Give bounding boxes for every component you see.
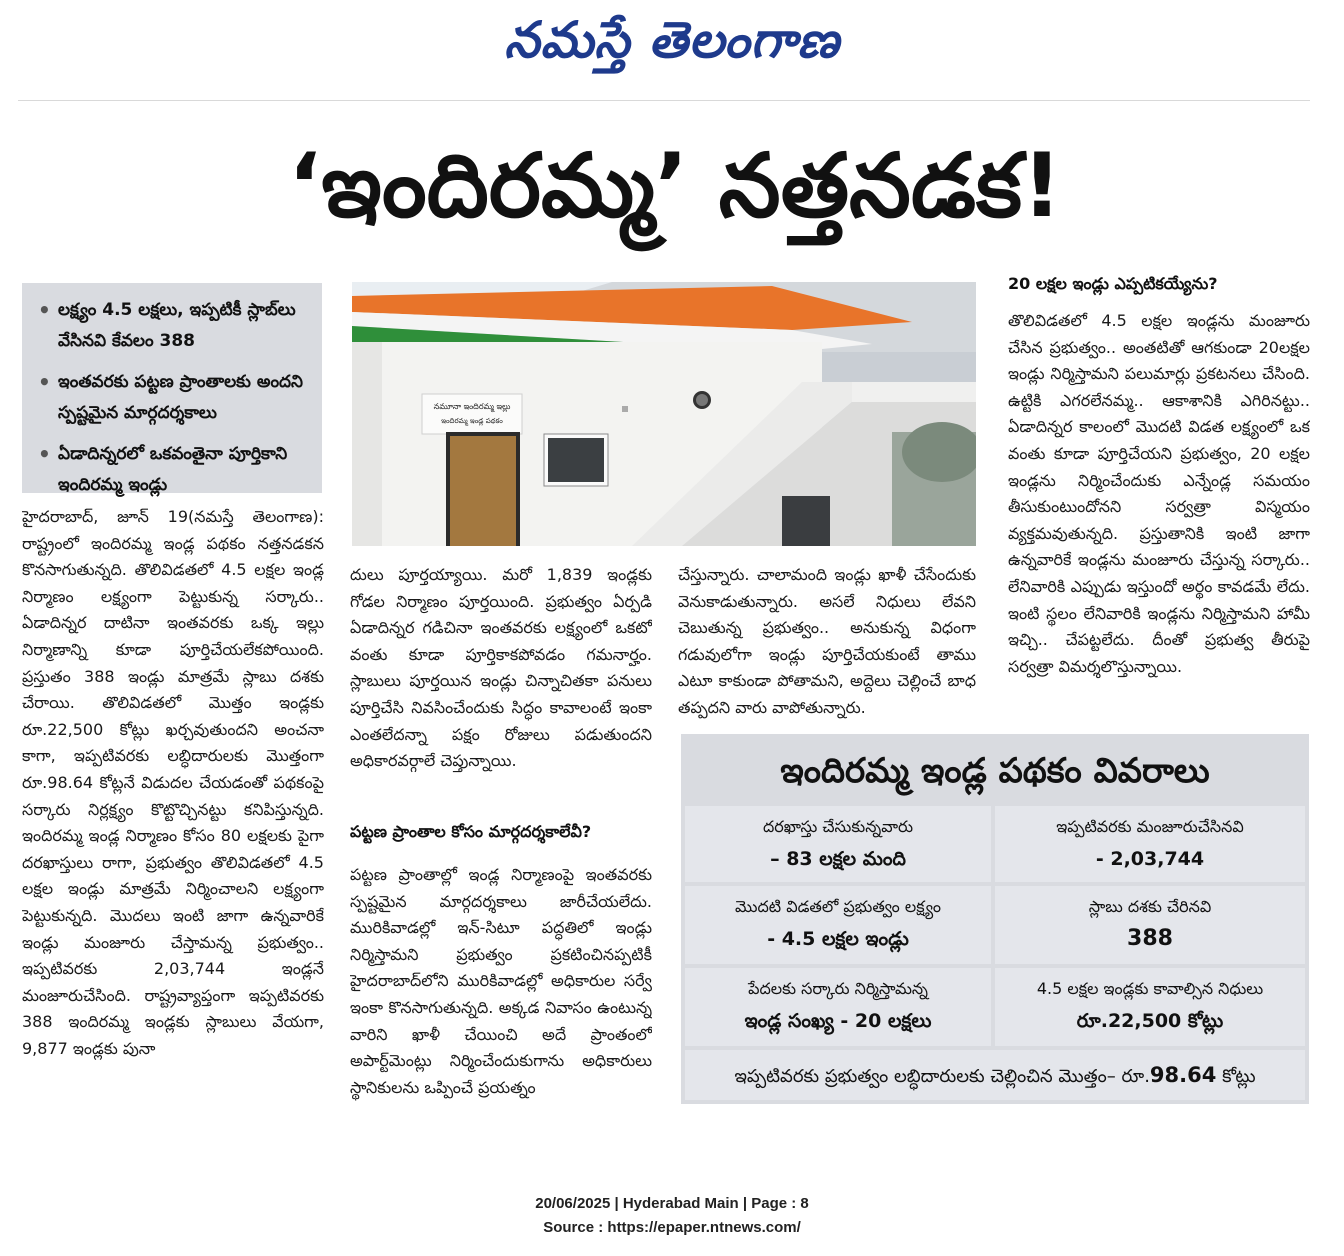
fact-value: ఇండ్ల సంఖ్య - 20 లక్షలు [744, 1010, 932, 1032]
article-column-3: చేస్తున్నారు. చాలామంది ఇండ్లు ఖాళీ చేసేందుకు వెనుకాడుతున్నారు. అసలే నిధులు లేవని చెబుతున్న ప్రభుత్వం.. అనుకున్న విధంగా గడువులోగా ఇండ్లు పూర్తిచేయకుంటే తాము ఎటూ కాకుండా పోతామని, అద్దెలు చెల్లించే బాధ తప్పదని వారు వాపోతున్నారు. [678, 565, 976, 717]
footer-edition-info: 20/06/2025 | Hyderabad Main | Page : 8 [535, 1195, 809, 1212]
fact-label: పేదలకు సర్కారు నిర్మిస్తామన్న [748, 979, 928, 998]
fact-cell [685, 806, 991, 882]
facts-total-unit: కోట్లు [1216, 1066, 1256, 1087]
facts-box [681, 734, 1309, 1104]
facts-title: ఇందిరమ్మ ఇండ్ల పథకం వివరాలు [780, 751, 1210, 791]
masthead [0, 6, 1344, 74]
house-photo [352, 282, 976, 546]
fact-value: 388 [1127, 926, 1173, 951]
highlight-item: • ఏడాదిన్నరలో ఒకవంతైనా పూర్తికాని ఇందిరమ్మ ఇండ్లు [36, 439, 308, 501]
fact-label: స్లాబు దశకు చేరినవి [1088, 897, 1212, 916]
fact-cell [685, 968, 991, 1046]
facts-total-label: ఇప్పటివరకు ప్రభుత్వం లబ్ధిదారులకు చెల్లించిన మొత్తం– రూ. [734, 1066, 1150, 1087]
photo-sign-line2: ఇందిరమ్మ ఇండ్ల పథకం [441, 417, 503, 425]
fact-value: – 83 లక్షల మంది [770, 848, 906, 870]
fact-cell [995, 968, 1305, 1046]
headline-text: ‘ఇందిరమ్మ’ నత్తనడక! [287, 134, 1063, 237]
footer-source: Source : https://epaper.ntnews.com/ [543, 1219, 801, 1236]
subheading-20-lakh-houses: 20 లక్షల ఇండ్లు ఎప్పటికయ్యేను? [1008, 274, 1218, 293]
highlight-item: • లక్ష్యం 4.5 లక్షలు, ఇప్పటికీ స్లాబ్‌లు వేసినవి కేవలం 388 [36, 295, 308, 357]
article-column-1: హైదరాబాద్, జూన్ 19(నమస్తే తెలంగాణ): రాష్ట్రంలో ఇందిరమ్మ ఇండ్ల పథకం నత్తనడకన కొనసాగుతున్నది. తొలివిడతలో 4.5 లక్షల ఇండ్ల నిర్మాణం లక్ష్యంగా పెట్టుకున్న సర్కారు.. ఏడాదిన్నర దాటినా ఇంతవరకు ఒక్క ఇల్లు నిర్మాణాన్ని కూడా పూర్తిచేయలేకపోయింది. ప్రస్తుతం 388 ఇండ్లు మాత్రమే స్లాబు దశకు చేరాయి. తొలివిడతలో మొత్తం ఇండ్లకు రూ.22,500 కోట్లు ఖర్చవుతుందని అంచనా కాగా, ఇప్పటివరకు లబ్ధిదారులకు మొత్తంగా రూ.98.64 కోట్లనే విడుదల చేయడంతో పథకంపై సర్కారు నిర్లక్ష్యం కొట్టొచ్చినట్టు కనిపిస్తున్నది. ఇందిరమ్మ ఇండ్ల నిర్మాణం కోసం 80 లక్షలకు పైగా దరఖాస్తులు రాగా, ప్రభుత్వం తొలివిడతలో 4.5 లక్షల ఇండ్లు మాత్రమే నిర్మించాలని లక్ష్యంగా పెట్టుకున్నది. మొదలు ఇంటి జాగా ఉన్నవారికే ఇండ్లు మంజూరు చేస్తామన్న ప్రభుత్వం.. ఇప్పటివరకు 2,03,744 ఇండ్లనే మంజూరుచేసింది. రాష్ట్రవ్యాప్తంగా ఇప్పటివరకు 388 ఇందిరమ్మ ఇండ్లకు స్లాబులు వేయగా, 9,877 ఇండ్లకు పునా [22, 507, 324, 1058]
highlights-box [22, 283, 322, 493]
fact-cell [995, 806, 1305, 882]
article-column-2: దులు పూర్తయ్యాయి. మరో 1,839 ఇండ్లకు గోడల నిర్మాణం పూర్తయింది. ప్రభుత్వం ఏర్పడి ఏడాదిన్నర గడిచినా ఇంతవరకు లక్ష్యంలో ఒకటో వంతు కూడా పూర్తికాకపోవడం గమనార్హం. స్లాబులు పూర్తయిన ఇండ్లు చిన్నాచితకా పనులు పూర్తిచేసి నివసించేందుకు సిద్ధం కావాలంటే ఇంకా ఎంతలేదన్నా పక్షం రోజులు పడుతుందని అధికారవర్గాలే చెప్తున్నాయి. [350, 565, 652, 771]
headline [40, 116, 1310, 256]
subheading-urban-guidelines: పట్టణ ప్రాంతాల కోసం మార్గదర్శకాలేవీ? [350, 822, 592, 841]
fact-cell [995, 886, 1305, 964]
fact-label: మొదటి విడతలో ప్రభుత్వం లక్ష్యం [735, 897, 941, 916]
masthead-divider [18, 100, 1310, 101]
fact-cell [685, 886, 991, 964]
article-column-4: తొలివిడతలో 4.5 లక్షల ఇండ్లను మంజూరు చేసిన ప్రభుత్వం.. అంతటితో ఆగకుండా 20లక్షల ఇండ్లు నిర్మిస్తామని పలుమార్లు ప్రకటనలు చేసింది. ఉట్టికి ఎగరలేనమ్మ.. ఆకాశానికి ఎగిరినట్టు.. ఏడాదిన్నర కాలంలో మొదటి విడత లక్ష్యంలో ఒక వంతు కూడా పూర్తిచేయని ప్రభుత్వం, 20 లక్షల ఇండ్లను నిర్మించేందుకు ఎన్నేండ్ల సమయం తీసుకుంటుందోనని సర్వత్రా విస్మయం వ్యక్తమవుతున్నది. ప్రస్తుతానికి ఇంటి జాగా ఉన్నవారికే ఇండ్లను మంజూరు చేస్తున్న సర్కారు.. లేనివారికి ఎప్పుడు ఇస్తుందో అర్థం కావడమే లేదు. ఇంటి స్థలం లేనివారికి ఇండ్లను నిర్మిస్తామని హామీ ఇచ్చి.. చేపట్టలేదు. దీంతో ప్రభుత్వ తీరుపై సర్వత్రా విమర్శలొస్తున్నాయి. [1008, 311, 1310, 676]
fact-label: ఇప్పటివరకు మంజూరుచేసినవి [1056, 817, 1244, 836]
fact-value: - 4.5 లక్షల ఇండ్లు [767, 928, 909, 950]
house-photo-illustration [352, 282, 976, 546]
facts-total [685, 1050, 1305, 1100]
masthead-logo: నమస్తే తెలంగాణ [504, 11, 840, 69]
highlight-item: • ఇంతవరకు పట్టణ ప్రాంతాలకు అందని స్పష్టమైన మార్గదర్శకాలు [36, 367, 308, 429]
photo-sign-line1: నమూనా ఇందిరమ్మ ఇల్లు [433, 402, 511, 411]
fact-value: రూ.22,500 కోట్లు [1076, 1010, 1224, 1032]
page-footer [0, 1192, 1344, 1240]
fact-value: - 2,03,744 [1095, 848, 1205, 870]
fact-label: 4.5 లక్షల ఇండ్లకు కావాల్సిన నిధులు [1036, 979, 1264, 998]
facts-total-value: 98.64 [1149, 1063, 1217, 1087]
article-column-2b: పట్టణ ప్రాంతాల్లో ఇండ్ల నిర్మాణంపై ఇంతవరకు స్పష్టమైన మార్గదర్శకాలు జారీచేయలేదు. మురికివాడల్లో ఇన్-సిటూ పద్ధతిలో ఇండ్లు నిర్మిస్తామని ప్రభుత్వం ప్రకటించినప్పటికీ హైదరాబాద్‌లోని మురికివాడల్లో అధికారుల సర్వే ఇంకా కొనసాగుతున్నది. అక్కడ నివాసం ఉంటున్న వారిని ఖాళీ చేయించి అదే ప్రాంతంలో అపార్ట్‌మెంట్లు నిర్మించేందుకుగాను అధికారులు స్థానికులను ఒప్పించే ప్రయత్నం [350, 865, 652, 1097]
fact-label: దరఖాస్తు చేసుకున్నవారు [763, 817, 913, 836]
